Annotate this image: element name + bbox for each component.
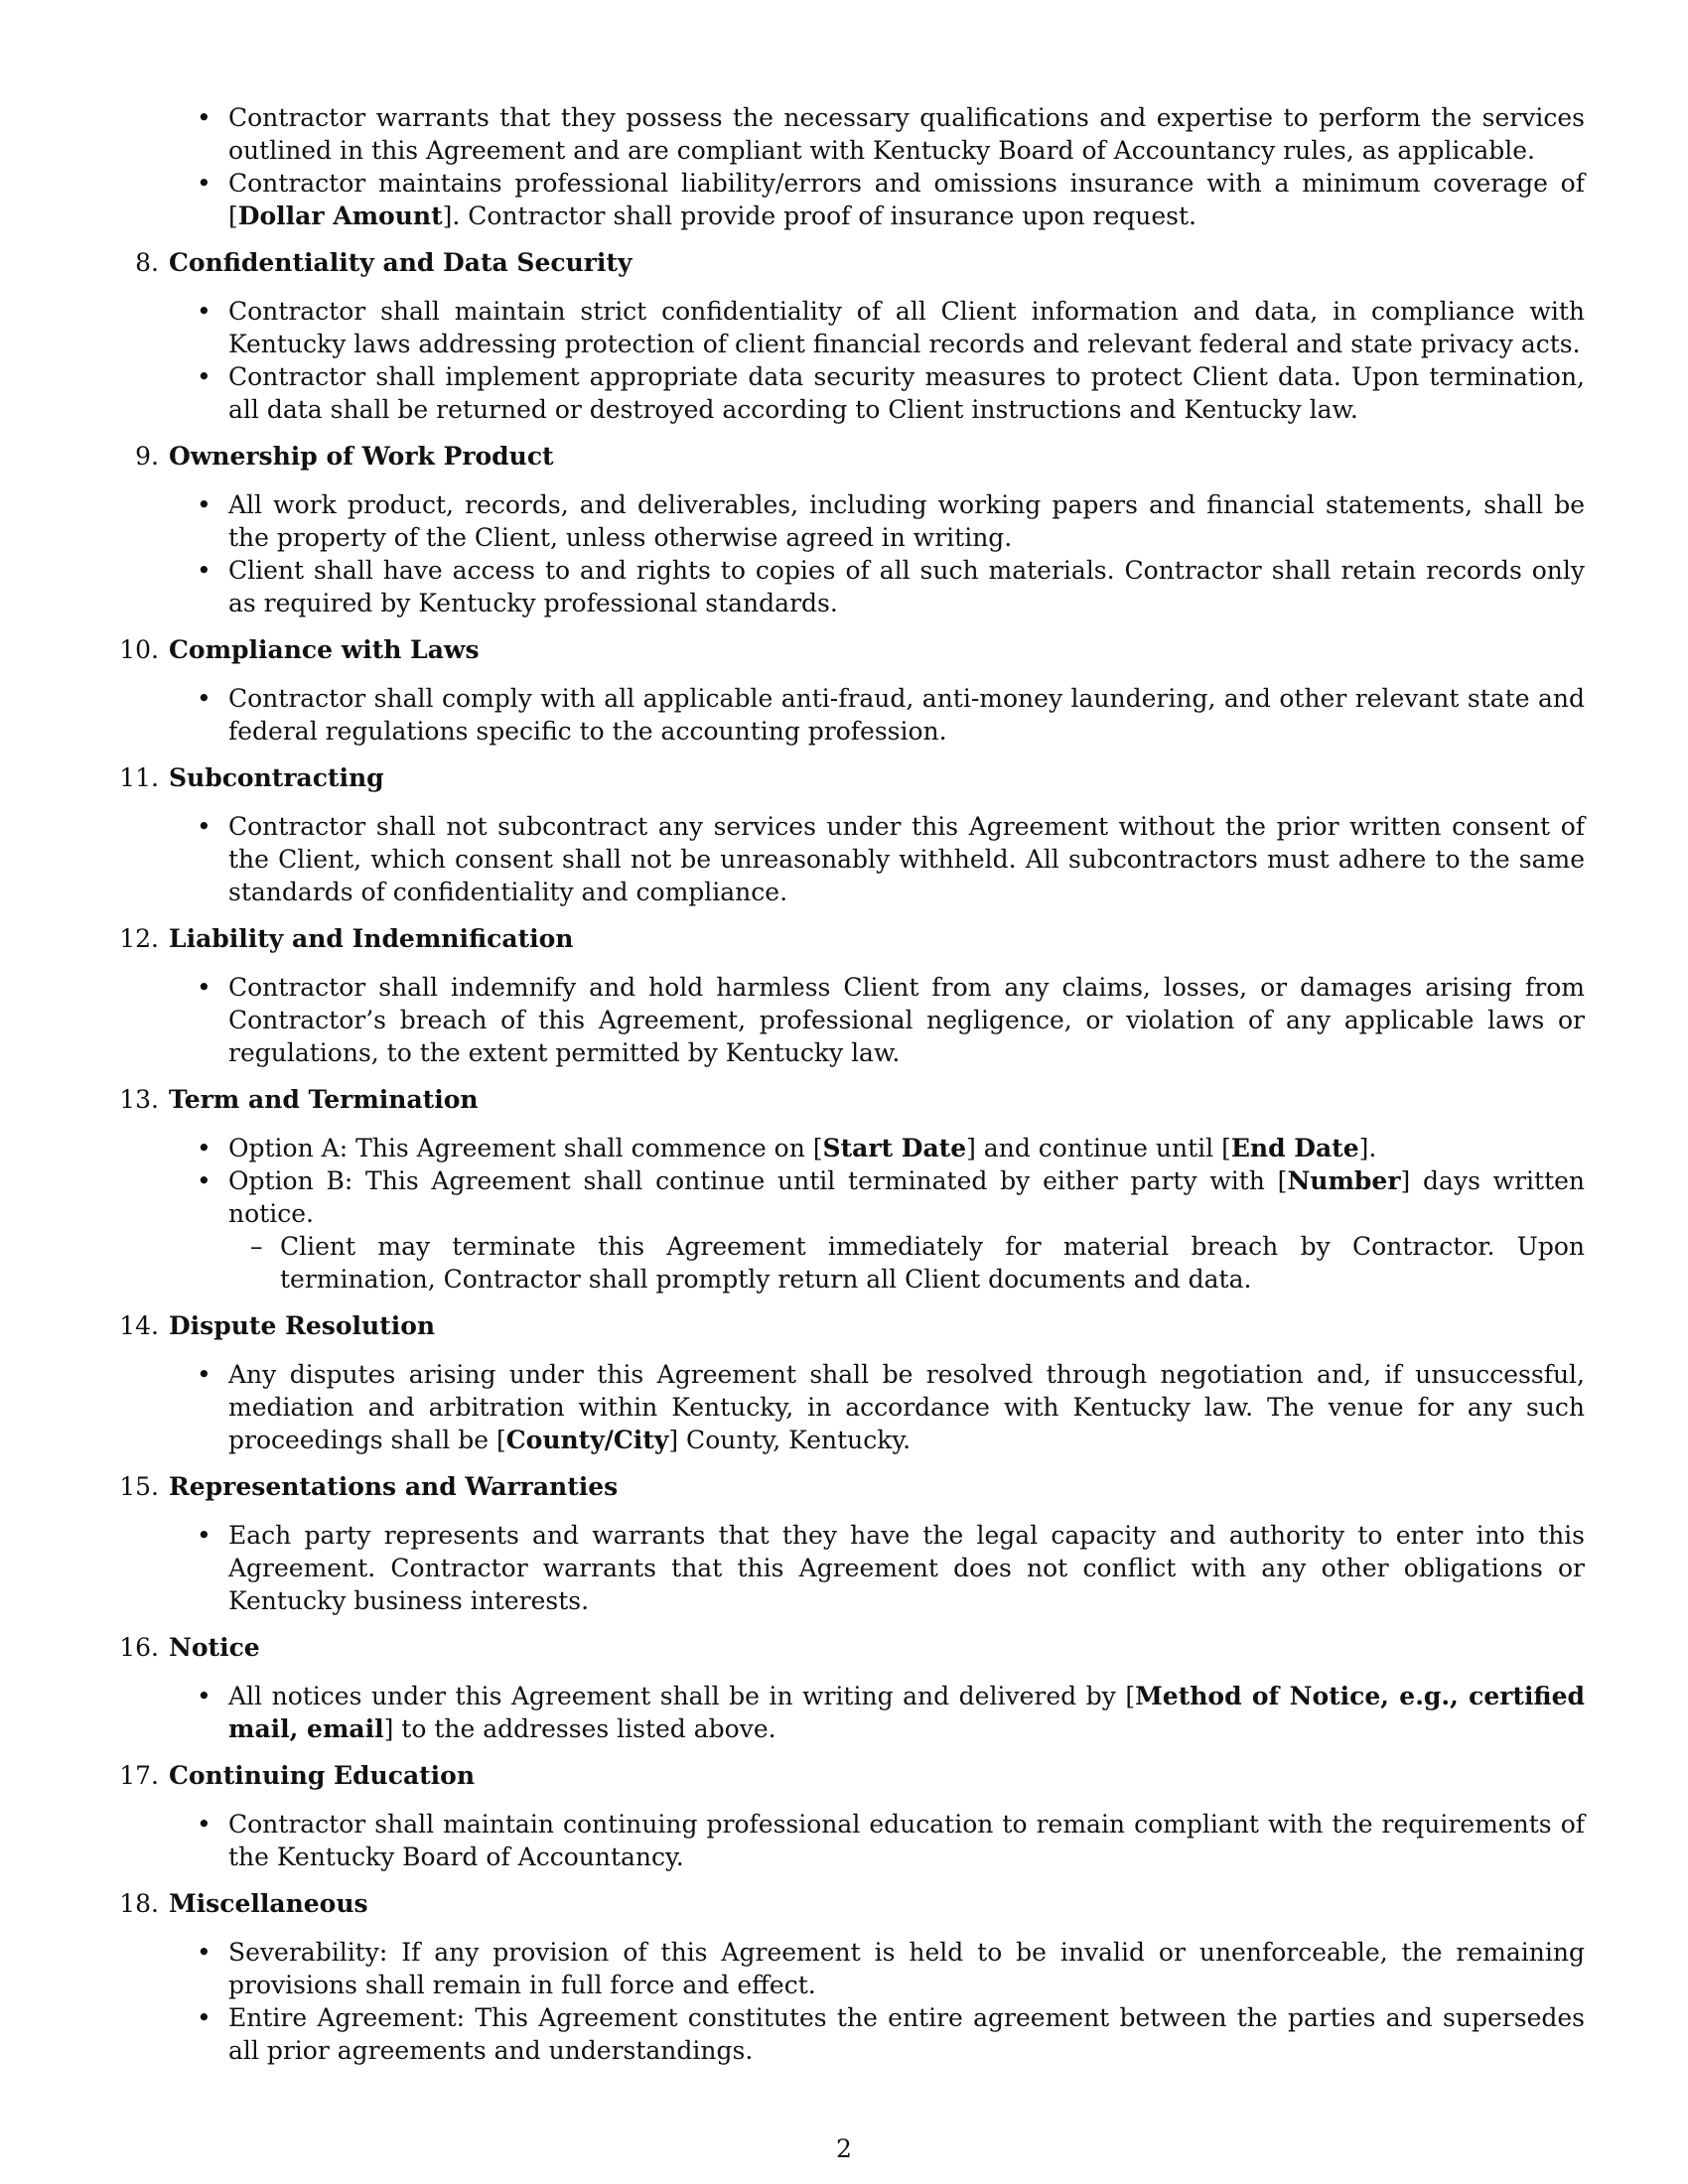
section-title: Ownership of Work Product xyxy=(169,442,554,471)
section-heading xyxy=(117,1083,1585,1116)
bullet-item: • Client shall have access to and rights to copies of all such materials. Contractor shall retain records only as required by Kentucky professional standards. xyxy=(197,556,1585,617)
section-heading xyxy=(117,1887,1585,1920)
section xyxy=(117,1470,1585,1617)
placeholder-field: End Date xyxy=(1230,1134,1359,1162)
intro-bullet-list xyxy=(117,101,1585,232)
section-heading xyxy=(117,440,1585,473)
section xyxy=(117,1309,1585,1456)
section-heading xyxy=(117,761,1585,794)
section-number: 8. xyxy=(135,248,159,277)
bullet-list xyxy=(117,1358,1585,1456)
section xyxy=(117,1631,1585,1745)
bullet-icon: • xyxy=(197,2003,211,2032)
bullet-list xyxy=(117,488,1585,619)
section-number: 14. xyxy=(119,1311,159,1340)
sub-item: – Client may terminate this Agreement immediately for material breach by Contractor. Upon termination, Contractor shall promptly return all Client documents and data. xyxy=(250,1232,1585,1294)
placeholder-field: County/City xyxy=(505,1426,669,1454)
section-title: Confidentiality and Data Security xyxy=(169,248,633,277)
bullet-icon: • xyxy=(197,169,211,198)
section-title: Notice xyxy=(169,1633,260,1662)
bullet-icon: • xyxy=(197,556,211,585)
section-heading xyxy=(117,1309,1585,1342)
section-heading xyxy=(117,246,1585,279)
section-number: 12. xyxy=(119,924,159,953)
section-number: 11. xyxy=(119,763,159,792)
bullet-icon: • xyxy=(197,1810,211,1839)
section-number: 13. xyxy=(119,1085,159,1114)
document-body xyxy=(117,101,1585,2067)
section xyxy=(117,1083,1585,1296)
bullet-list xyxy=(117,1808,1585,1873)
bullet-icon: • xyxy=(197,1166,211,1195)
bullet-icon: • xyxy=(197,973,211,1002)
section xyxy=(117,922,1585,1069)
placeholder-field: Method of Notice, e.g., certified mail, email xyxy=(228,1682,1585,1743)
placeholder-field: Dollar Amount xyxy=(237,202,443,230)
section-title: Dispute Resolution xyxy=(169,1311,436,1340)
section-heading xyxy=(117,633,1585,666)
bullet-icon: • xyxy=(197,1682,211,1710)
bullet-list xyxy=(117,682,1585,748)
bullet-list xyxy=(117,1936,1585,2067)
section-heading xyxy=(117,1759,1585,1792)
bullet-item: • Contractor shall maintain strict confidentiality of all Client information and data, in compliance with Kentucky laws addressing protection of client financial records and relevant federal and state privacy acts. xyxy=(197,297,1585,358)
bullet-item: • Severability: If any provision of this Agreement is held to be invalid or unenforceable, the remaining provisions shall remain in full force and effect. xyxy=(197,1938,1585,1999)
section-number: 18. xyxy=(119,1889,159,1918)
bullet-icon: • xyxy=(197,812,211,841)
bullet-list xyxy=(117,810,1585,908)
section xyxy=(117,440,1585,619)
bullet-list xyxy=(117,971,1585,1069)
section-heading xyxy=(117,1470,1585,1503)
section-title: Representations and Warranties xyxy=(169,1472,619,1501)
section-title: Term and Termination xyxy=(169,1085,479,1114)
bullet-item: • Contractor shall not subcontract any services under this Agreement without the prior written consent of the Client, which consent shall not be unreasonably withheld. All subcontractors must adhere to the same standards of confidentiality and compliance. xyxy=(197,812,1585,906)
bullet-icon: • xyxy=(197,684,211,713)
section-heading xyxy=(117,1631,1585,1664)
section-heading xyxy=(117,922,1585,955)
bullet-icon: • xyxy=(197,362,211,391)
section-title: Continuing Education xyxy=(169,1761,476,1790)
sub-list xyxy=(117,1230,1585,1296)
bullet-item: • Option B: This Agreement shall continue until terminated by either party with [Number] days written notice. xyxy=(197,1166,1586,1228)
bullet-icon: • xyxy=(197,1360,211,1389)
bullet-item: • All notices under this Agreement shall be in writing and delivered by [Method of Notice, e.g., certified mail, email] to the addresses listed above. xyxy=(197,1682,1585,1743)
bullet-item: • Contractor shall indemnify and hold harmless Client from any claims, losses, or damages arising from Contractor’s breach of this Agreement, professional negligence, or violation of any applicable laws or regulations, to the extent permitted by Kentucky law. xyxy=(197,973,1585,1067)
bullet-item: • Entire Agreement: This Agreement constitutes the entire agreement between the parties and supersedes all prior agreements and understandings. xyxy=(197,2003,1585,2065)
page-number: 2 xyxy=(836,2134,852,2163)
bullet-icon: • xyxy=(197,1134,211,1162)
placeholder-field: Number xyxy=(1287,1166,1401,1195)
bullet-icon: • xyxy=(197,297,211,326)
bullet-icon: • xyxy=(197,1938,211,1967)
section xyxy=(117,633,1585,748)
bullet-item: • Contractor maintains professional liability/errors and omissions insurance with a minimum coverage of [Dollar Amount]. Contractor shall provide proof of insurance upon request. xyxy=(197,169,1585,230)
section xyxy=(117,246,1585,426)
section-number: 15. xyxy=(119,1472,159,1501)
sections-container xyxy=(117,246,1585,2067)
dash-icon: – xyxy=(250,1232,263,1261)
bullet-item: • Each party represents and warrants that they have the legal capacity and authority to enter into this Agreement. Contractor warrants that this Agreement does not conflict with any other obligations or Kentucky business interests. xyxy=(197,1521,1585,1615)
bullet-icon: • xyxy=(197,490,211,519)
bullet-icon: • xyxy=(197,103,211,132)
section-title: Subcontracting xyxy=(169,763,384,792)
section-title: Miscellaneous xyxy=(169,1889,368,1918)
bullet-list xyxy=(117,1132,1585,1230)
bullet-item: • Contractor shall implement appropriate data security measures to protect Client data. Upon termination, all data shall be returned or destroyed according to Client instructions and Kentucky law. xyxy=(197,362,1585,424)
section-number: 10. xyxy=(119,635,159,664)
section-title: Liability and Indemnification xyxy=(169,924,574,953)
section xyxy=(117,761,1585,908)
section-title: Compliance with Laws xyxy=(169,635,480,664)
bullet-icon: • xyxy=(197,1521,211,1550)
bullet-item: • Contractor shall maintain continuing professional education to remain compliant with the requirements of the Kentucky Board of Accountancy. xyxy=(197,1810,1585,1871)
bullet-item: • All work product, records, and deliverables, including working papers and financial statements, shall be the property of the Client, unless otherwise agreed in writing. xyxy=(197,490,1585,552)
section-number: 17. xyxy=(119,1761,159,1790)
bullet-list xyxy=(117,295,1585,426)
bullet-list xyxy=(117,1519,1585,1617)
section xyxy=(117,1759,1585,1873)
bullet-item: • Option A: This Agreement shall commence on [Start Date] and continue until [End Date]. xyxy=(197,1134,1377,1162)
placeholder-field: Start Date xyxy=(822,1134,967,1162)
bullet-item: • Contractor warrants that they possess the necessary qualifications and expertise to perform the services outlined in this Agreement and are compliant with Kentucky Board of Accountancy rules, as applicable. xyxy=(197,103,1585,165)
section-number: 16. xyxy=(119,1633,159,1662)
bullet-list xyxy=(117,1680,1585,1745)
section-number: 9. xyxy=(135,442,159,471)
bullet-item: • Any disputes arising under this Agreement shall be resolved through negotiation and, if unsuccessful, mediation and arbitration within Kentucky, in accordance with Kentucky law. The venue for any such proceedings shall be [County/City] County, Kentucky. xyxy=(197,1360,1585,1454)
section xyxy=(117,1887,1585,2067)
bullet-item: • Contractor shall comply with all applicable anti-fraud, anti-money laundering, and other relevant state and federal regulations specific to the accounting profession. xyxy=(197,684,1585,746)
